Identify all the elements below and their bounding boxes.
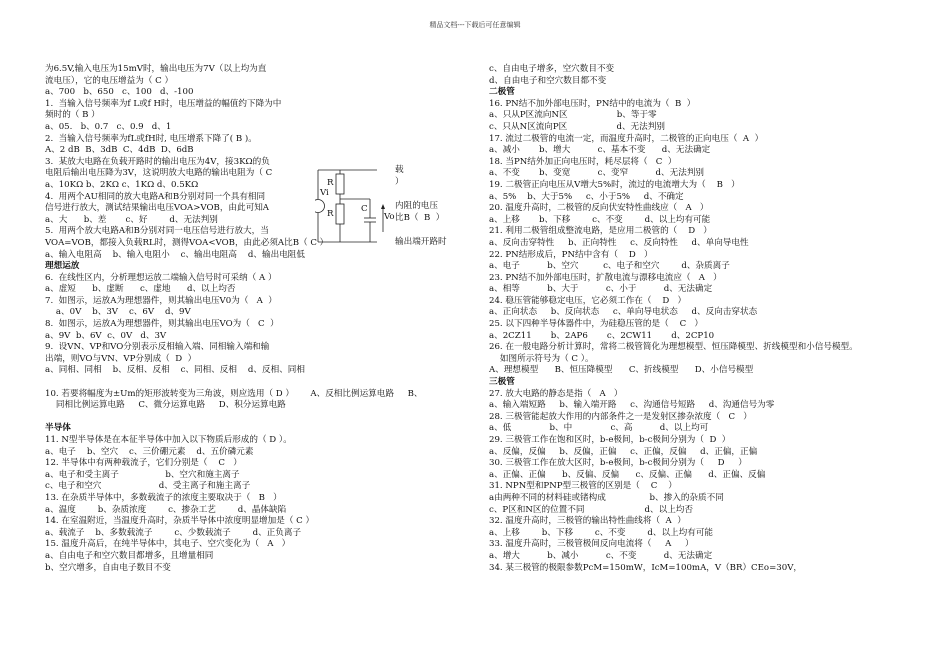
fig-right-text-2: ） <box>395 177 404 187</box>
fig-right-text-4: 比B（ B ） <box>395 213 445 223</box>
text-line: c、电子和空穴 d、受主离子和施主离子 <box>45 481 251 492</box>
text-line: a、虚短 b、虚断 c、虚地 d、以上均否 <box>45 284 236 295</box>
text-line: 26. 在一般电路分析计算时，常将二极管简化为理想模型、恒压降模型、折线模型和小信号模型。 <box>489 342 858 353</box>
text-line: 29. 三极管工作在饱和区时，b-e极间，b-c极间分别为（ D ） <box>489 435 731 445</box>
text-line: 16. PN结不加外部电压时，PN结中的电流为（ B ） <box>489 98 696 109</box>
label-vi: Vi <box>320 188 329 198</box>
text-line: 出端，则VO与VN、VP分别成（ D ） <box>45 353 197 364</box>
text-line: 10. 若要将幅度为±Um的矩形波转变为三角波，则应选用（ D ） A、反相比例运算电路 B、 <box>45 388 423 399</box>
text-line: a、大 b、差 c、好 d、无法判别 <box>45 214 218 225</box>
section-heading-ideal-opamp: 理想运放 <box>45 261 80 272</box>
text-line: A、理想模型 B、恒压降模型 C、折线模型 D、小信号模型 <box>489 365 754 376</box>
text-line: a、只从P区流向N区 b、等于零 <box>489 110 657 121</box>
text-line: 25. 以下四种半导体器件中，为硅稳压管的是（ C ） <box>489 319 703 330</box>
text-line: c、自由电子增多，空穴数目不变 <box>489 64 615 74</box>
text-line: a、正向状态 b、反向状态 c、单向导电状态 d、反向击穿状态 <box>489 307 758 318</box>
text-line: a、上移 b、下移 c、不变 d、以上均有可能 <box>489 527 714 538</box>
text-line: a、正偏、正偏 b、反偏、反偏 c、反偏、正偏 d、正偏、反偏 <box>489 469 766 480</box>
text-line: 5. 用两个放大电路A和B分别对同一电压信号进行放大，当 <box>45 226 269 237</box>
text-line: a由两种不同的材料硅或锗构成 b、掺入的杂质不同 <box>489 492 724 503</box>
right-top-block <box>489 64 909 87</box>
text-line: a、电子 b、空穴 c、三价硼元素 d、五价磷元素 <box>45 446 254 457</box>
page-header: 精品文档---下载后可任意编辑 <box>429 21 521 29</box>
text-line: 34. 某三极管的极限参数PcM=150mW，IcM=100mA，V（BR）CEo=30V， <box>489 562 803 573</box>
text-line: 19. 二极管正向电压从V增大5%时，流过的电流增大为（ B ） <box>489 179 740 190</box>
text-line: a、输入电阻高 b、输入电阻小 c、输出电阻高 d、输出电阻低 <box>45 249 305 260</box>
text-line: a、上移 b、下移 c、不变 d、以上均有可能 <box>489 214 711 225</box>
text-line: 12. 半导体中有两种载流子，它们分别是（ C ） <box>45 458 242 469</box>
text-line: 3. 某放大电路在负载开路时的输出电压为4V，接3KΩ的负 <box>45 156 270 167</box>
question-10-block <box>45 389 477 412</box>
text-line: a、5% b、大于5% c、小于5% d、不确定 <box>489 191 684 202</box>
text-line: 20. 温度升高时，二极管的反向伏安特性曲线应（ A ） <box>489 203 709 214</box>
text-line: 21. 利用二极管组成整流电路，是应用二极管的（ D ） <box>489 226 712 237</box>
text-line: a、低 b、中 c、高 d、以上均可 <box>489 423 709 434</box>
label-c: C <box>361 204 368 214</box>
text-line: a、反向击穿特性 b、正向特性 c、反向特性 d、单向导电性 <box>489 237 749 248</box>
text-line: b、空穴增多，自由电子数目不变 <box>45 562 171 573</box>
text-line: 23. PN结不加外部电压时，扩散电流与漂移电流应（ A ） <box>489 272 722 283</box>
text-line: 7. 如图示，运放A为理想器件，则其输出电压V0为（ A ） <box>45 295 277 306</box>
text-line: 同相比例运算电路 C、微分运算电路 D、积分运算电路 <box>45 400 286 411</box>
section-heading-semiconductor: 半导体 <box>45 423 71 434</box>
text-line: a、增大 b、减小 c、不变 d、无法确定 <box>489 550 713 561</box>
section-heading-diode: 二极管 <box>489 87 515 98</box>
text-line: 信号进行放大，测试结果输出电压VOA>VOB，由此可知A <box>45 203 270 214</box>
text-line: 13. 在杂质半导体中，多数载流子的浓度主要取决于（ B ） <box>45 492 282 503</box>
text-line: 33. 温度升高时，三极管极间反向电流将（ A ） <box>489 539 694 550</box>
text-line: a、电子 b、空穴 c、电子和空穴 d、杂质离子 <box>489 261 730 272</box>
semiconductor-block <box>45 435 477 574</box>
text-line: 24. 稳压管能够稳定电压，它必须工作在（ D ） <box>489 295 687 306</box>
text-line: c、只从N区流向P区 d、无法判别 <box>489 121 665 132</box>
text-line: VOA=VOB，都接入负载RL时，测得VOA<VOB，由此必须A比B（ C ） <box>45 237 329 248</box>
text-line: 28. 三极管能起放大作用的内部条件之一是发射区掺杂浓度（ C ） <box>489 411 752 422</box>
text-line: 18. 当PN结外加正向电压时，耗尽层将（ C ） <box>489 156 677 167</box>
text-line: d、自由电子和空穴数目都不变 <box>489 75 607 86</box>
text-line: 为6.5V,输入电压为15mV时，输出电压为7V（以上均为直 <box>45 64 267 74</box>
text-line: c、P区和N区的位置不同 d、以上均否 <box>489 504 694 515</box>
text-line: 30. 三极管工作在放大区时，b-e极间，b-c极间分别为（ D ） <box>489 458 747 469</box>
label-r-top: R <box>327 178 334 188</box>
circuit-figure <box>315 166 465 248</box>
text-line: 流电压），它的电压增益为（ C ） <box>45 75 174 86</box>
text-line: a、不变 b、变宽 c、变窄 d、无法判别 <box>489 168 705 179</box>
diode-block <box>489 99 909 377</box>
text-line: a、减小 b、增大 c、基本不变 d、无法确定 <box>489 145 711 156</box>
fig-right-text-1: 载 <box>395 165 404 175</box>
fig-right-text-3: 内阻的电压 <box>395 201 438 211</box>
text-line: 电阻后输出电压降为3V，这说明放大电路的输出电阻为（ C <box>45 168 273 179</box>
text-line: 22. PN结形成后，PN结中含有（ D ） <box>489 249 653 260</box>
text-line: a、相等 b、大于 c、小于 d、无法确定 <box>489 284 713 295</box>
text-line: a、10KΩ b、2KΩ c、1KΩ d、0.5KΩ <box>45 179 199 190</box>
text-line: a、2CZ11 b、2AP6 c、2CW11 d、2CP10 <box>489 330 715 341</box>
text-line: 31. NPN型和PNP型三极管的区别是（ C ） <box>489 481 677 492</box>
text-line: 11. N型半导体是在本征半导体中加入以下物质后形成的（ D ）。 <box>45 435 292 445</box>
text-line: a、自由电子和空穴数目都增多，且增量相同 <box>45 550 214 561</box>
text-line: A、2 dB B、3dB C、4dB D、6dB <box>45 145 194 156</box>
text-line: 频时的（ B ） <box>45 110 100 121</box>
text-line: a、700 b、650 c、100 d、-100 <box>45 87 194 98</box>
text-line: a、温度 b、杂质浓度 c、掺杂工艺 d、晶体缺陷 <box>45 504 287 515</box>
text-line: a、电子和受主离子 b、空穴和施主离子 <box>45 469 240 480</box>
section-heading-transistor: 三极管 <box>489 377 515 388</box>
left-column <box>45 64 477 574</box>
label-r-bottom: R <box>327 209 334 219</box>
ideal-opamp-block <box>45 273 477 377</box>
text-line: a、反偏，反偏 b、反偏，正偏 c、正偏，反偏 d、正偏，正偏 <box>489 446 758 457</box>
text-line: a、输入端短路 b、输入端开路 c、沟通信号短路 d、沟通信号为零 <box>489 400 775 411</box>
text-line: 9. 设VN、VP和VO分别表示反相输入端、同相输入端和输 <box>45 342 270 353</box>
text-line: 15. 温度升高后，在纯半导体中，其电子、空穴变化为（ A ） <box>45 539 291 550</box>
text-line: 32. 温度升高时，三极管的输出特性曲线将（ A ） <box>489 516 686 527</box>
text-line: a、9V b、6V c、0V d、3V <box>45 330 167 341</box>
text-line: 27. 放大电路的静态是指（ A ） <box>489 388 623 399</box>
text-line: 8. 如图示，运放A为理想器件，则其输出电压VO为（ C ） <box>45 319 279 330</box>
text-line: 14. 在室温附近，当温度升高时，杂质半导体中浓度明显增加是（ C ） <box>45 516 315 527</box>
text-line: 2. 当输入信号频率为fL或fH时, 电压增系下降了( B )。 <box>45 133 257 144</box>
text-line: a、05. b、0.7 c、0.9 d、1 <box>45 121 172 132</box>
text-line: 4. 用两个AU相同的放大电路A和B分别对同一个具有相同 <box>45 191 266 202</box>
fig-right-text-5: 输出端开路时 <box>395 237 447 247</box>
text-line: a、0V b、3V c、6V d、9V <box>45 307 191 318</box>
text-line: 1. 当输入信号频率为f L或f H时，电压增益的幅值约下降为中 <box>45 98 282 109</box>
text-line: 如图所示符号为（ C ）。 <box>489 353 594 364</box>
text-line: 17. 流过二极管的电流一定，而温度升高时，二极管的正向电压（ A ） <box>489 133 764 144</box>
transistor-block <box>489 389 909 575</box>
right-column <box>489 64 909 574</box>
text-line: 6. 在线性区内，分析理想运放二端输入信号时可采纳（ A ） <box>45 272 277 283</box>
label-vo: Vo <box>384 212 395 222</box>
arrow-icon <box>381 204 385 209</box>
text-line: a、载流子 b、多数载流子 c、少数载流子 d、正负离子 <box>45 527 302 538</box>
text-line: a、同相、同相 b、反相、反相 c、同相、反相 d、反相、同相 <box>45 365 305 376</box>
